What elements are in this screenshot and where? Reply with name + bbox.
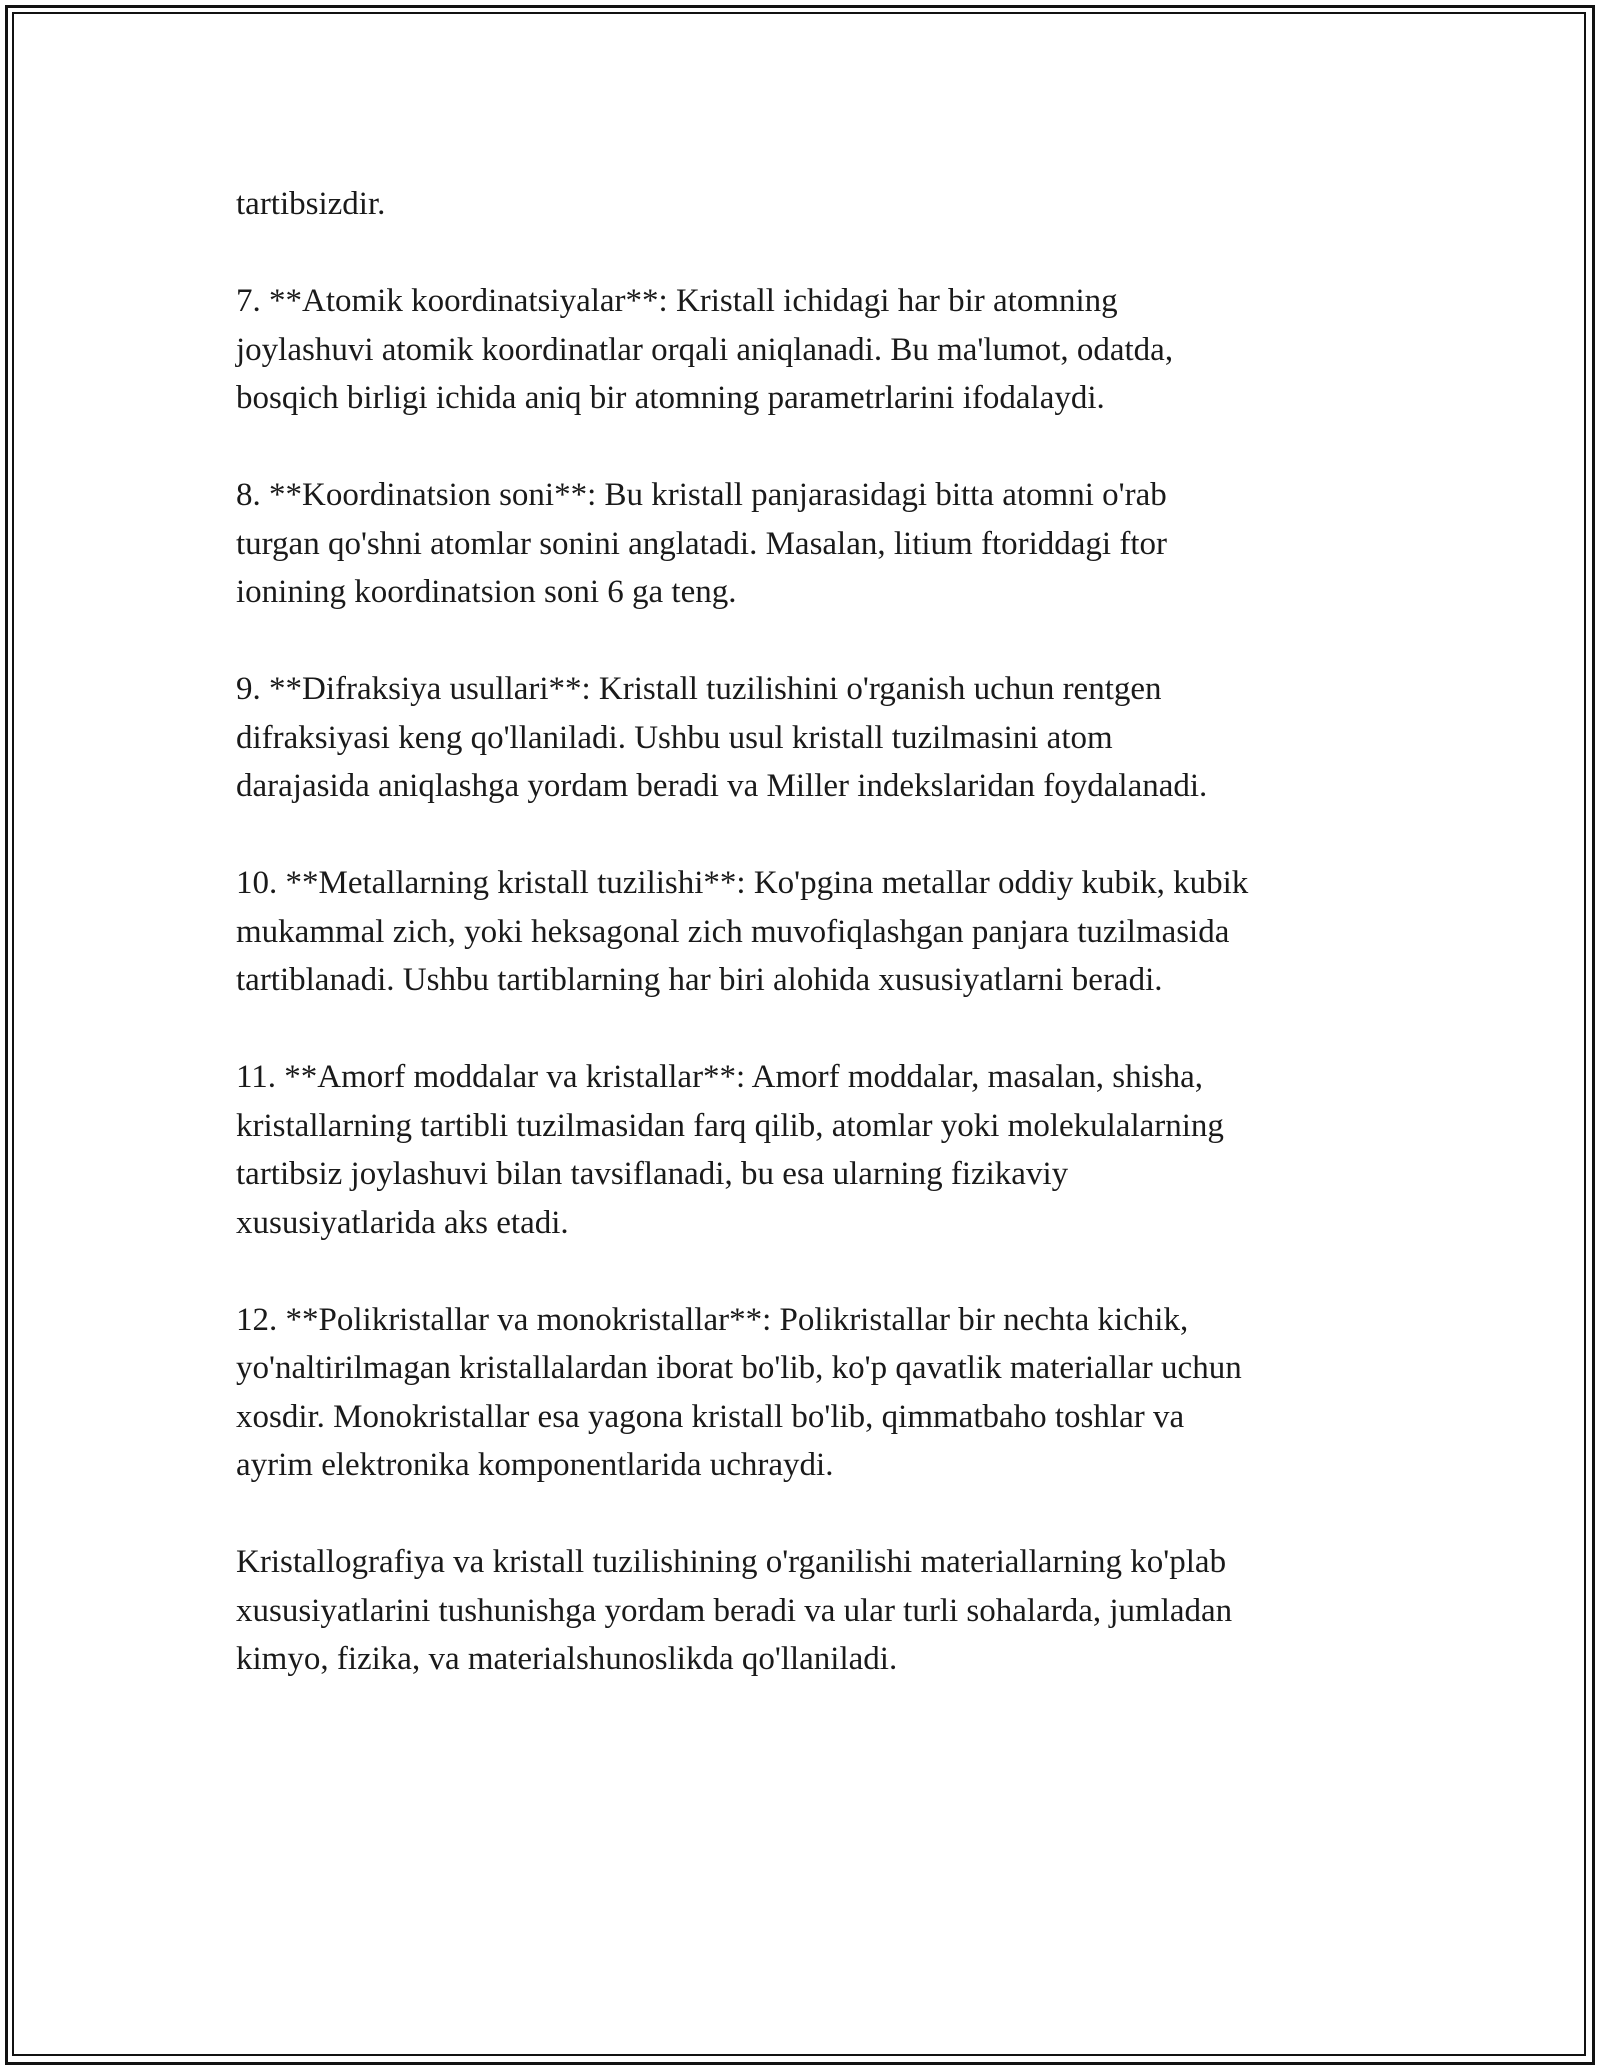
paragraph-item-10: 10. **Metallarning kristall tuzilishi**: Ko'pgina metallar oddiy kubik, kubik mukammal zich, yoki heksagonal zich muvofiqlashgan panjara tuzilmasida tartiblanadi. Ushbu tartiblarning har biri alohida xususiyatlarni beradi. xyxy=(236,865,1249,998)
paragraph-item-12: 12. **Polikristallar va monokristallar**: Polikristallar bir nechta kichik, yo'naltirilmagan kristallalardan iborat bo'lib, ko'p qavatlik materiallar uchun xosdir. Monokristallar esa yagona kristall bo'lib, qimmatbaho toshlar va ayrim elektronika komponentlarida uchraydi. xyxy=(236,1301,1242,1483)
paragraph-conclusion: Kristallografiya va kristall tuzilishining o'rganilishi materiallarning ko'plab xususiyatlarini tushunishga yordam beradi va ular turli sohalarda, jumladan kimyo, fizika, va materialshunoslikda qo'llaniladi. xyxy=(236,1544,1233,1677)
paragraph-item-11: 11. **Amorf moddalar va kristallar**: Amorf moddalar, masalan, shisha, kristallarning tartibli tuzilmasidan farq qilib, atomlar yoki molekulalarning tartibsiz joylashuvi bilan tavsiflanadi, bu esa ularning fizikaviy xususiyatlarida aks etadi. xyxy=(236,1059,1224,1241)
paragraph-continuation: tartibsizdir. xyxy=(236,186,386,222)
paragraph-item-9: 9. **Difraksiya usullari**: Kristall tuzilishini o'rganish uchun rentgen difraksiyasi keng qo'llaniladi. Ushbu usul kristall tuzilmasini atom darajasida aniqlashga yordam beradi va Miller indekslaridan foydalanadi. xyxy=(236,671,1208,804)
document-body xyxy=(236,180,1366,1732)
paragraph-item-8: 8. **Koordinatsion soni**: Bu kristall panjarasidagi bitta atomni o'rab turgan qo'shni atomlar sonini anglatadi. Masalan, litium ftoriddagi ftor ionining koordinatsion soni 6 ga teng. xyxy=(236,477,1167,610)
paragraph-item-7: 7. **Atomik koordinatsiyalar**: Kristall ichidagi har bir atomning joylashuvi atomik koordinatlar orqali aniqlanadi. Bu ma'lumot, odatda, bosqich birligi ichida aniq bir atomning parametrlarini ifodalaydi. xyxy=(236,283,1174,416)
